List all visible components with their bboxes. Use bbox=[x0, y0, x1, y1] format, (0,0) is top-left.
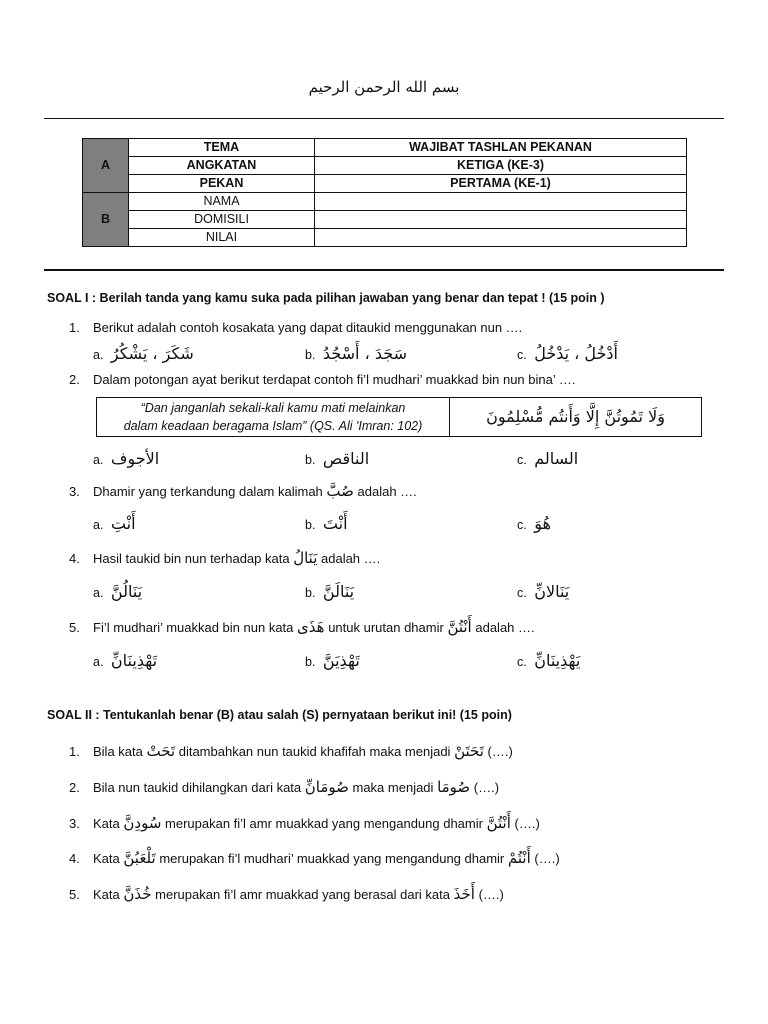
option-letter: c. bbox=[517, 453, 527, 467]
statement-5 bbox=[69, 885, 504, 903]
statement-number: 3. bbox=[69, 816, 80, 831]
question-5 bbox=[69, 618, 535, 636]
option-5b[interactable] bbox=[305, 651, 360, 670]
question-arabic-word: يَنَالُ bbox=[293, 549, 318, 567]
statement-text: merupakan fi’l amr muakkad yang mengandung dhamir bbox=[165, 816, 483, 831]
section-a-cell: A bbox=[83, 139, 129, 193]
question-text: Dhamir yang terkandung dalam kalimah bbox=[93, 484, 323, 499]
option-2c[interactable] bbox=[517, 449, 578, 468]
question-arabic-word: صُبَّ bbox=[326, 482, 354, 500]
statement-3 bbox=[69, 814, 540, 832]
question-number: 1. bbox=[69, 320, 80, 335]
translation-line: “Dan janganlah sekali-kali kamu mati melainkan bbox=[140, 401, 406, 415]
option-letter: b. bbox=[305, 518, 316, 532]
option-4b[interactable] bbox=[305, 582, 354, 601]
statement-arabic-word: تَلْعَبُنَّ bbox=[123, 849, 156, 867]
option-3b[interactable] bbox=[305, 514, 348, 533]
statement-text: Kata bbox=[93, 816, 120, 831]
option-1a[interactable] bbox=[93, 344, 194, 363]
option-letter: c. bbox=[517, 655, 527, 669]
question-arabic-word: أَنْتُنَّ bbox=[447, 618, 472, 636]
table-row bbox=[83, 229, 687, 247]
table-row bbox=[83, 157, 687, 175]
option-arabic: تَهْذِينَانِّ bbox=[110, 651, 158, 670]
option-2a[interactable] bbox=[93, 449, 159, 468]
option-arabic: يَهْذِينَانِّ bbox=[534, 651, 581, 670]
question-2 bbox=[69, 372, 576, 387]
option-arabic: تَهْذِيَنَّ bbox=[322, 651, 360, 670]
statement-text: maka menjadi bbox=[352, 780, 434, 795]
statement-text: Kata bbox=[93, 887, 120, 902]
statement-text: merupakan fi’l mudhari’ muakkad yang mengandung dhamir bbox=[159, 851, 505, 866]
option-letter: b. bbox=[305, 453, 316, 467]
table-value: KETIGA (KE-3) bbox=[315, 157, 687, 175]
statement-arabic-word: صُومَانِّ bbox=[304, 778, 349, 796]
table-label: NAMA bbox=[129, 193, 315, 211]
answer-blank[interactable]: (….) bbox=[478, 887, 504, 902]
option-1b[interactable] bbox=[305, 344, 407, 363]
question-number: 5. bbox=[69, 620, 80, 635]
option-letter: c. bbox=[517, 518, 527, 532]
section-divider bbox=[44, 269, 724, 271]
section-b-cell: B bbox=[83, 193, 129, 247]
statement-2 bbox=[69, 778, 499, 796]
option-3a[interactable] bbox=[93, 514, 136, 533]
statement-text: Bila kata bbox=[93, 744, 143, 759]
option-letter: b. bbox=[305, 348, 316, 362]
statement-arabic-word: أَخَذَ bbox=[453, 885, 475, 903]
question-text: untuk urutan dhamir bbox=[328, 620, 444, 635]
table-value: WAJIBAT TASHLAN PEKANAN bbox=[315, 139, 687, 157]
question-1 bbox=[69, 320, 522, 335]
option-letter: c. bbox=[517, 348, 527, 362]
option-arabic: يَنَالانِّ bbox=[534, 582, 570, 601]
answer-blank[interactable]: (….) bbox=[514, 816, 540, 831]
option-letter: c. bbox=[517, 586, 527, 600]
option-arabic: هُوَ bbox=[534, 514, 551, 533]
statement-number: 4. bbox=[69, 851, 80, 866]
soal2-heading: SOAL II : Tentukanlah benar (B) atau salah (S) pernyataan berikut ini! (15 poin) bbox=[47, 708, 512, 722]
option-1c[interactable] bbox=[517, 344, 618, 363]
option-letter: b. bbox=[305, 655, 316, 669]
question-arabic-word: هَذَى bbox=[297, 618, 325, 636]
question-number: 4. bbox=[69, 551, 80, 566]
table-label: DOMISILI bbox=[129, 211, 315, 229]
option-5c[interactable] bbox=[517, 651, 580, 670]
statement-arabic-word: تَحَتْ bbox=[146, 742, 176, 760]
table-row bbox=[83, 211, 687, 229]
option-5a[interactable] bbox=[93, 651, 157, 670]
statement-text: ditambahkan nun taukid khafifah maka menjadi bbox=[178, 744, 451, 759]
question-text: adalah …. bbox=[357, 484, 417, 499]
table-value: PERTAMA (KE-1) bbox=[315, 175, 687, 193]
ayat-translation bbox=[97, 398, 450, 437]
option-2b[interactable] bbox=[305, 449, 369, 468]
question-text: Hasil taukid bin nun terhadap kata bbox=[93, 551, 290, 566]
statement-arabic-word: تَحَتَنْ bbox=[454, 742, 484, 760]
option-4c[interactable] bbox=[517, 582, 569, 601]
option-letter: a. bbox=[93, 518, 104, 532]
question-text: adalah …. bbox=[321, 551, 381, 566]
top-divider bbox=[44, 118, 724, 119]
option-arabic: يَنَالَنَّ bbox=[322, 582, 355, 601]
statement-arabic-word: صُومَا bbox=[437, 778, 471, 796]
statement-arabic-word: خُذَنَّ bbox=[123, 885, 152, 903]
statement-text: merupakan fi’l amr muakkad yang berasal dari kata bbox=[155, 887, 450, 902]
answer-blank[interactable]: (….) bbox=[487, 744, 513, 759]
option-arabic: يَنَالُنَّ bbox=[110, 582, 143, 601]
table-row bbox=[83, 175, 687, 193]
question-text: Dalam potongan ayat berikut terdapat contoh fi’l mudhari’ muakkad bin nun bina’ …. bbox=[93, 372, 576, 387]
answer-blank[interactable]: (….) bbox=[534, 851, 560, 866]
table-row bbox=[83, 139, 687, 157]
table-row bbox=[83, 193, 687, 211]
option-arabic: الناقص bbox=[322, 449, 370, 468]
answer-blank[interactable]: (….) bbox=[473, 780, 500, 795]
table-label: ANGKATAN bbox=[129, 157, 315, 175]
option-letter: a. bbox=[93, 348, 104, 362]
option-arabic: سَجَدَ ، أَسْجُدُ bbox=[322, 344, 407, 363]
translation-line: dalam keadaan beragama Islam” (QS. Ali 'Imran: 102) bbox=[123, 419, 423, 433]
table-label: PEKAN bbox=[129, 175, 315, 193]
option-arabic: أَدْخُلُ ، يَدْخُلُ bbox=[534, 344, 618, 363]
statement-arabic-word: سُودِنَّ bbox=[123, 814, 162, 832]
question-3 bbox=[69, 482, 417, 500]
option-letter: a. bbox=[93, 586, 104, 600]
score-field[interactable] bbox=[315, 229, 687, 247]
ayat-arabic: وَلَا تَمُوتُنَّ إِلَّا وَأَنتُم مُّسْلِمُونَ bbox=[486, 407, 665, 426]
statement-number: 2. bbox=[69, 780, 80, 795]
name-field[interactable] bbox=[315, 193, 687, 211]
option-4a[interactable] bbox=[93, 582, 142, 601]
statement-text: Bila nun taukid dihilangkan dari kata bbox=[93, 780, 302, 795]
statement-4 bbox=[69, 849, 560, 867]
option-arabic: الأجوف bbox=[110, 449, 160, 468]
statement-arabic-word: أَنْتُمْ bbox=[507, 849, 531, 867]
option-3c[interactable] bbox=[517, 514, 551, 533]
question-number: 3. bbox=[69, 484, 80, 499]
ayat-quote-box bbox=[96, 397, 702, 437]
statement-arabic-word: أَنْتُنَّ bbox=[486, 814, 511, 832]
question-number: 2. bbox=[69, 372, 80, 387]
info-table bbox=[82, 138, 687, 247]
table-label: NILAI bbox=[129, 229, 315, 247]
statement-number: 1. bbox=[69, 744, 80, 759]
option-arabic: أَنْتِ bbox=[110, 514, 136, 533]
option-letter: b. bbox=[305, 586, 316, 600]
statement-text: Kata bbox=[93, 851, 120, 866]
statement-number: 5. bbox=[69, 887, 80, 902]
option-letter: a. bbox=[93, 453, 104, 467]
question-text: Berikut adalah contoh kosakata yang dapat ditaukid menggunakan nun …. bbox=[93, 320, 523, 335]
question-text: Fi’l mudhari’ muakkad bin nun kata bbox=[93, 620, 294, 635]
statement-1 bbox=[69, 742, 513, 760]
option-arabic: السالم bbox=[534, 449, 579, 468]
option-arabic: شَكَرَ ، يَشْكُرُ bbox=[110, 344, 194, 363]
table-label: TEMA bbox=[129, 139, 315, 157]
option-letter: a. bbox=[93, 655, 104, 669]
question-4 bbox=[69, 549, 380, 567]
soal1-heading: SOAL I : Berilah tanda yang kamu suka pada pilihan jawaban yang benar dan tepat ! (15 poin ) bbox=[47, 291, 605, 305]
question-text: adalah …. bbox=[475, 620, 535, 635]
option-arabic: أَنْتَ bbox=[322, 514, 348, 533]
basmalah-header: بسم الله الرحمن الرحيم bbox=[308, 78, 460, 96]
domicile-field[interactable] bbox=[315, 211, 687, 229]
